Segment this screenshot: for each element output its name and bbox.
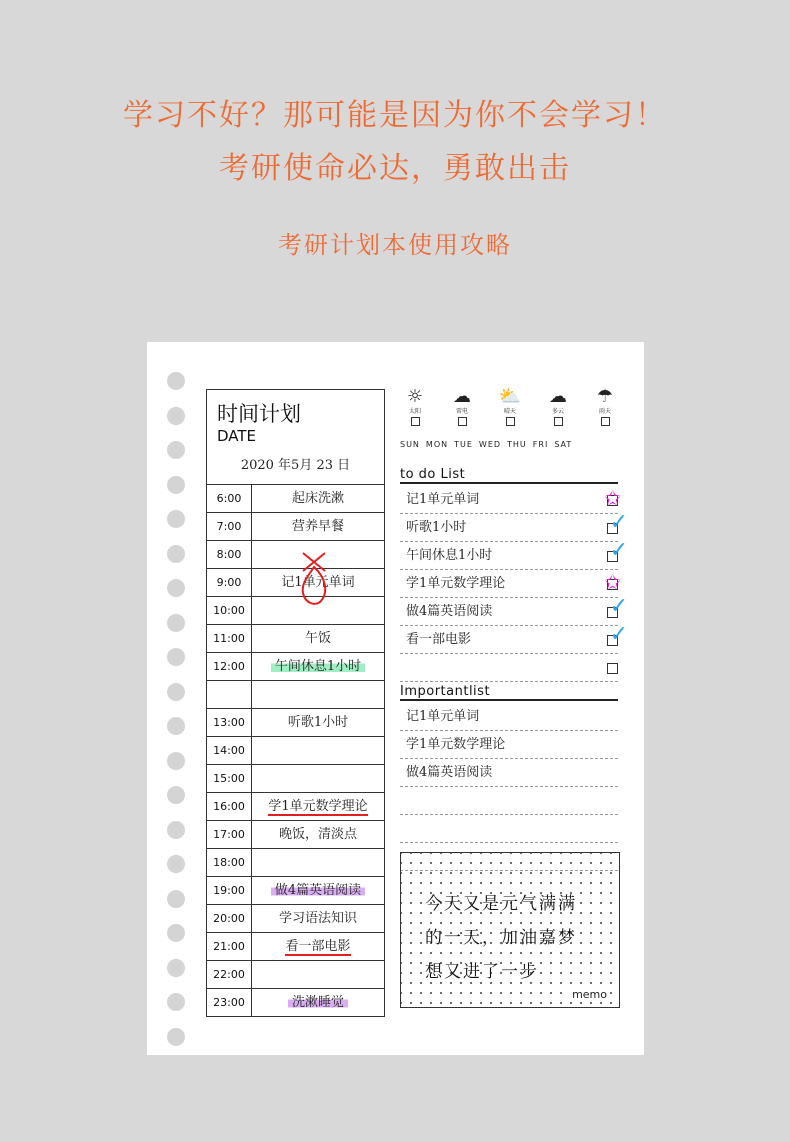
todo-item-text: 做4篇英语阅读 xyxy=(406,604,493,619)
schedule-activity xyxy=(252,961,384,988)
schedule-activity xyxy=(252,653,384,680)
important-item: 记1单元单词 xyxy=(400,703,618,731)
schedule-activity-text: 午间休息1小时 xyxy=(271,659,365,674)
binder-hole xyxy=(167,407,185,425)
weekday-label[interactable]: SUN xyxy=(400,440,420,449)
schedule-activity-text: 晚饭，清淡点 xyxy=(278,827,357,842)
schedule-row xyxy=(207,681,384,709)
todo-item-text: 学1单元数学理论 xyxy=(406,576,506,591)
schedule-row xyxy=(207,989,384,1016)
weather-checkbox[interactable] xyxy=(506,417,515,426)
checkmark-icon: ✓ xyxy=(609,538,628,563)
schedule-time: 19:00 xyxy=(207,877,252,904)
schedule-time: 17:00 xyxy=(207,821,252,848)
star-icon: ✩ xyxy=(604,570,621,594)
todo-item xyxy=(400,510,628,542)
schedule-activity-text: 听歌1小时 xyxy=(287,715,349,730)
weather-checkbox[interactable] xyxy=(554,417,563,426)
weather-checkbox[interactable] xyxy=(458,417,467,426)
important-item: 做4篇英语阅读 xyxy=(400,759,618,787)
memo-text xyxy=(425,887,577,989)
schedule-time: 11:00 xyxy=(207,625,252,652)
schedule-activity-text: 做4篇英语阅读 xyxy=(271,883,365,898)
schedule-activity xyxy=(252,765,384,792)
schedule-time: 10:00 xyxy=(207,597,252,624)
headline-line-1: 学习不好？那可能是因为你不会学习！ xyxy=(123,98,667,133)
schedule-header xyxy=(207,390,384,485)
schedule-time: 23:00 xyxy=(207,989,252,1016)
schedule-time: 20:00 xyxy=(207,905,252,932)
schedule-row xyxy=(207,793,384,821)
binder-hole xyxy=(167,959,185,977)
weather-checkbox[interactable] xyxy=(601,417,610,426)
schedule-row xyxy=(207,569,384,597)
schedule-time: 9:00 xyxy=(207,569,252,596)
important-title: Importantlist xyxy=(400,684,618,701)
checkmark-icon: ✓ xyxy=(609,622,628,647)
checkmark-icon: ✓ xyxy=(609,594,628,619)
schedule-activity xyxy=(252,849,384,876)
schedule-time: 13:00 xyxy=(207,709,252,736)
schedule-activity xyxy=(252,625,384,652)
schedule-activity-text: 午饭 xyxy=(304,631,331,646)
weather-option[interactable] xyxy=(543,387,573,426)
binder-hole xyxy=(167,683,185,701)
schedule-time: 21:00 xyxy=(207,933,252,960)
weather-option[interactable] xyxy=(447,387,477,426)
todo-item-text: 看一部电影 xyxy=(406,632,472,647)
weekday-label[interactable]: THU xyxy=(507,440,527,449)
weather-label: 晴天 xyxy=(503,408,516,415)
weekday-row xyxy=(400,440,620,449)
weekday-label[interactable]: SAT xyxy=(554,440,573,449)
weather-label: 雷电 xyxy=(455,408,468,415)
important-list xyxy=(400,703,618,871)
thunder-icon: ☁ xyxy=(453,386,471,407)
todo-item xyxy=(400,486,621,514)
sun-icon: ☼ xyxy=(406,386,424,407)
schedule-time: 22:00 xyxy=(207,961,252,988)
weekday-label[interactable]: TUE xyxy=(454,440,473,449)
schedule-activity xyxy=(252,513,384,540)
binder-hole xyxy=(167,579,185,597)
schedule-activity-text: 起床洗漱 xyxy=(291,491,344,506)
schedule-activity xyxy=(252,933,384,960)
todo-item xyxy=(400,654,618,682)
schedule-activity xyxy=(252,793,384,820)
schedule-activity-text: 看一部电影 xyxy=(285,939,351,954)
binder-hole xyxy=(167,372,185,390)
todo-item xyxy=(400,594,628,626)
todo-title: to do List xyxy=(400,467,618,484)
weather-label: 雨天 xyxy=(598,408,611,415)
binder-hole xyxy=(167,476,185,494)
sunny-cloud-icon: ⛅ xyxy=(498,386,522,407)
schedule-activity-text: 学习语法知识 xyxy=(278,911,357,926)
binder-hole xyxy=(167,441,185,459)
binder-hole xyxy=(167,890,185,908)
todo-list xyxy=(400,486,628,682)
important-item xyxy=(400,815,618,843)
binder-hole xyxy=(167,993,185,1011)
schedule-time: 16:00 xyxy=(207,793,252,820)
weekday-label[interactable]: MON xyxy=(425,440,449,449)
binder-hole xyxy=(167,510,185,528)
weather-label: 多云 xyxy=(551,408,564,415)
memo-line: 的一天，加油嘉梦 xyxy=(425,928,577,948)
binder-hole xyxy=(167,752,185,770)
schedule-row xyxy=(207,849,384,877)
schedule-activity xyxy=(252,569,384,596)
schedule-date: 2020 年5月 23 日 xyxy=(240,458,351,473)
weather-option[interactable] xyxy=(590,387,620,426)
headline-line-2: 考研使命必达，勇敢出击 xyxy=(219,151,571,186)
schedule-row xyxy=(207,653,384,681)
rain-icon: ☂ xyxy=(596,386,614,407)
schedule-activity-text: 学1单元数学理论 xyxy=(268,799,368,814)
planner-sheet xyxy=(147,342,644,1055)
time-schedule xyxy=(206,389,385,1017)
memo-line: 想又进了一步 xyxy=(425,962,539,982)
schedule-time xyxy=(207,681,252,708)
schedule-time: 14:00 xyxy=(207,737,252,764)
schedule-activity-text: 洗漱睡觉 xyxy=(288,995,348,1010)
schedule-activity xyxy=(252,905,384,932)
schedule-row xyxy=(207,877,384,905)
star-icon: ✩ xyxy=(604,486,621,510)
schedule-row xyxy=(207,541,384,569)
weekday-label[interactable]: WED xyxy=(478,440,502,449)
schedule-activity xyxy=(252,709,384,736)
todo-checkbox[interactable] xyxy=(607,663,618,674)
weather-checkbox[interactable] xyxy=(411,417,420,426)
schedule-time: 8:00 xyxy=(207,541,252,568)
schedule-activity-text: 营养早餐 xyxy=(291,519,344,534)
weather-label: 太阳 xyxy=(408,408,421,415)
important-item: 学1单元数学理论 xyxy=(400,731,618,759)
checkmark-icon: ✓ xyxy=(609,510,628,535)
schedule-activity xyxy=(252,485,384,512)
schedule-row xyxy=(207,597,384,625)
schedule-row xyxy=(207,765,384,793)
memo-line: 今天又是元气满满 xyxy=(425,894,577,914)
cloudy-icon: ☁ xyxy=(549,386,567,407)
schedule-row xyxy=(207,961,384,989)
headline-subtitle: 考研计划本使用攻略 xyxy=(278,231,512,259)
memo-label: memo xyxy=(572,988,607,1001)
schedule-time: 18:00 xyxy=(207,849,252,876)
schedule-activity-text: 记1单元单词 xyxy=(281,575,355,590)
todo-item xyxy=(400,538,628,570)
schedule-row xyxy=(207,625,384,653)
schedule-activity xyxy=(252,541,384,568)
schedule-rows xyxy=(207,485,384,1016)
binder-hole xyxy=(167,648,185,666)
binder-hole xyxy=(167,545,185,563)
schedule-row xyxy=(207,513,384,541)
schedule-row xyxy=(207,905,384,933)
binder-hole xyxy=(167,786,185,804)
todo-item xyxy=(400,622,628,654)
schedule-time: 12:00 xyxy=(207,653,252,680)
schedule-activity xyxy=(252,681,384,708)
schedule-activity xyxy=(252,737,384,764)
schedule-row xyxy=(207,821,384,849)
binder-hole xyxy=(167,924,185,942)
schedule-time: 6:00 xyxy=(207,485,252,512)
binder-hole xyxy=(167,821,185,839)
todo-item-text: 听歌1小时 xyxy=(406,520,467,535)
schedule-row xyxy=(207,737,384,765)
todo-item-text: 记1单元单词 xyxy=(406,492,480,507)
todo-item-text: 午间休息1小时 xyxy=(406,548,493,563)
weekday-label[interactable]: FRI xyxy=(532,440,549,449)
binder-hole xyxy=(167,717,185,735)
important-item xyxy=(400,787,618,815)
schedule-activity xyxy=(252,989,384,1016)
schedule-time: 15:00 xyxy=(207,765,252,792)
binder-hole xyxy=(167,855,185,873)
date-label: DATE xyxy=(217,427,257,445)
binder-hole xyxy=(167,1028,185,1046)
schedule-row xyxy=(207,485,384,513)
weather-option[interactable] xyxy=(400,387,430,426)
schedule-activity xyxy=(252,877,384,904)
schedule-row xyxy=(207,709,384,737)
schedule-row xyxy=(207,933,384,961)
schedule-activity xyxy=(252,821,384,848)
binder-hole xyxy=(167,614,185,632)
schedule-title: 时间计划 xyxy=(217,402,301,426)
schedule-activity xyxy=(252,597,384,624)
weather-option[interactable] xyxy=(495,387,525,426)
todo-item xyxy=(400,570,621,598)
memo-box xyxy=(400,852,620,1008)
schedule-time: 7:00 xyxy=(207,513,252,540)
